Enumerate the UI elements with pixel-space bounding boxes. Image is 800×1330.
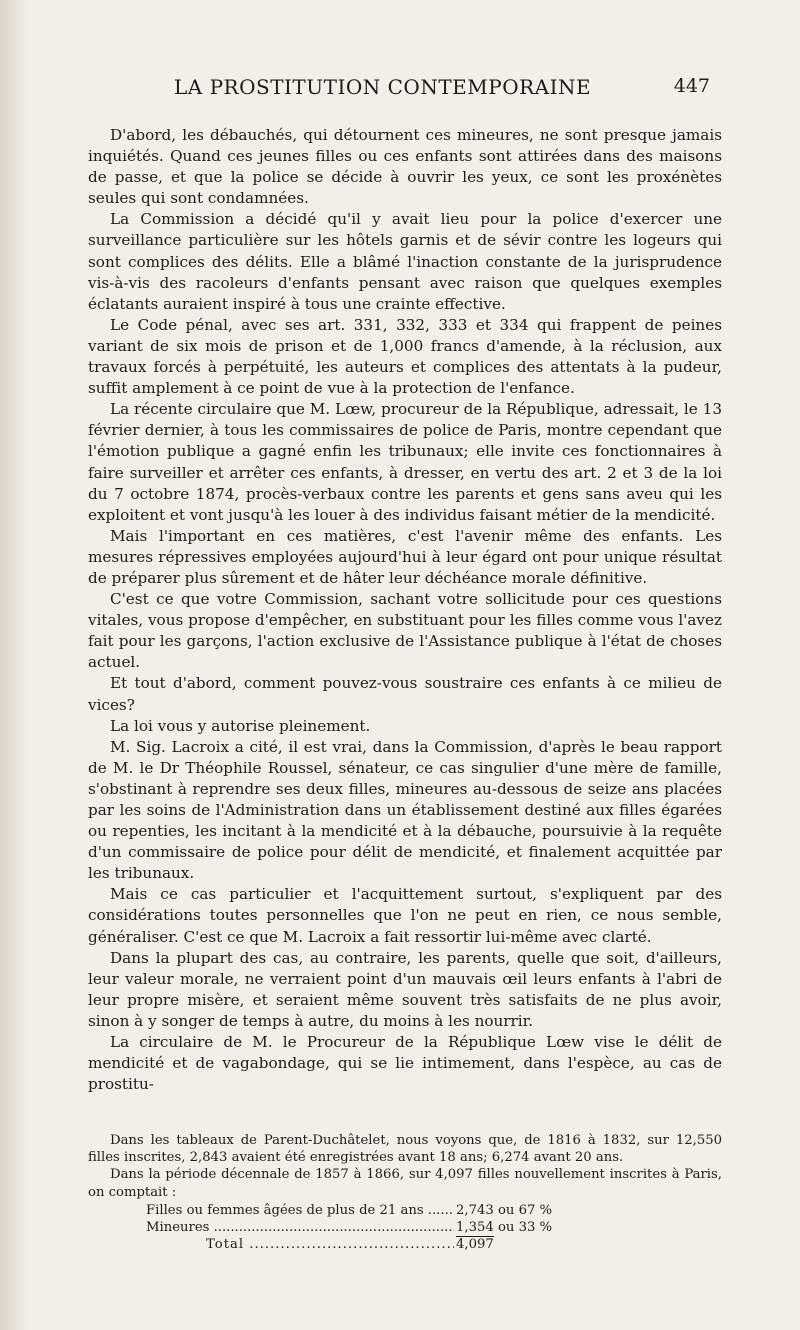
table-row [146,1202,566,1219]
paragraph: La circulaire de M. le Procureur de la République Lœw vise le délit de mendicité et de vagabondage, qui se lie intimement, dans l'espèce, au cas de prostitu- [88,1033,722,1094]
paragraph: Mais l'important en ces matières, c'est l'avenir même des enfants. Les mesures répressives employées aujourd'hui à leur égard ont pour unique résultat de préparer plus sûrement et de hâter leur déchéance morale définitive. [88,526,722,587]
total-row [146,1236,566,1253]
paragraph: M. Sig. Lacroix a cité, il est vrai, dans la Commission, d'après le beau rapport de M. le Dr Théophile Roussel, sénateur, ce cas singulier d'une mère de famille, s'obstinant à reprendre ses deux filles, mineures au-dessous de seize ans placées par les soins de l'Administration dans un établissement destiné aux filles égarées ou repenties, les incitant à la mendicité et à la débauche, poursuivie à la requête d'un commissaire de police pour délit de mendicité, et finalement acquittée par les tribunaux. [88,737,722,883]
running-header [84,75,710,101]
total-label: Total ..... [146,1236,454,1253]
row-value: 2,743 ou 67 % [456,1202,553,1218]
row-label: Filles ou femmes âgées de plus de 21 ans ..... [146,1202,454,1219]
running-title: LA PROSTITUTION CONTEMPORAINE [174,75,592,99]
paragraph: Dans la plupart des cas, au contraire, les parents, quelle que soit, d'ailleurs, leur valeur morale, ne verraient point d'un mauvais œil leurs enfants à l'abri de leur propre misère, et seraient même souvent très satisfaits de ne plus avoir, sinon à y songer de temps à autre, du moins à les nourrir. [88,948,722,1030]
paragraph: Le Code pénal, avec ses art. 331, 332, 333 et 334 qui frappent de peines variant de six mois de prison et de 1,000 francs d'amende, à la réclusion, aux travaux forcés à perpétuité, les auteurs et complices des attentats à la pudeur, suffit amplement à ce point de vue à la protection de l'enfance. [88,315,722,398]
footnote-text: Dans les tableaux de Parent-Duchâtelet, nous voyons que, de 1816 à 1832, sur 12,550 filles inscrites, 2,843 avaient été enregistrées avant 18 ans; 6,274 avant 20 ans. [88,1133,722,1166]
page-number: 447 [673,75,710,97]
statistics-table [88,1202,566,1254]
paragraph: D'abord, les débauchés, qui détournent ces mineures, ne sont presque jamais inquiétés. Quand ces jeunes filles ou ces enfants sont attirées dans des maisons de passe, et que la police se décide à ouvrir les yeux, ce sont les proxénètes seules qui sont condamnées. [88,126,722,208]
paragraph: C'est ce que votre Commission, sachant votre sollicitude pour ces questions vitales, vous propose d'empêcher, en substituant pour les filles comme vous l'avez fait pour les garçons, l'action exclusive de l'Assistance publique à l'état de choses actuel. [88,590,722,672]
table-row [146,1219,566,1236]
paragraph: Et tout d'abord, comment pouvez-vous soustraire ces enfants à ce milieu de vices? [88,674,722,714]
paragraph: Mais ce cas particulier et l'acquittement surtout, s'expliquent par des considérations toutes personnelles que l'on ne peut en rien, ce nous semble, généraliser. C'est ce que M. Lacroix a fait ressortir lui-même avec clarté. [88,885,722,946]
paragraph: La loi vous y autorise pleinement. [110,716,371,735]
footnote-text-2: Dans la période décennale de 1857 à 1866, sur 4,097 filles nouvellement inscrites à Paris, on comptait : [88,1167,722,1200]
main-text [88,125,722,1095]
total-value-cell [454,1236,566,1253]
row-label: Mineures ..... [146,1219,454,1236]
footnote [88,1132,722,1253]
total-value: 4,097 [456,1237,494,1253]
paragraph: La récente circulaire que M. Lœw, procureur de la République, adressait, le 13 février dernier, à tous les commissaires de police de Paris, montre cependant que l'émotion publique a gagné enfin les tribunaux; elle invite ces fonctionnaires à faire surveiller et arrêter ces enfants, à dresser, en vertu des art. 2 et 3 de la loi du 7 octobre 1874, procès-verbaux contre les parents et gens sans aveu qui les exploitent et vont jusqu'à les louer à des individus faisant métier de la mendicité. [88,400,722,524]
paragraph: La Commission a décidé qu'il y avait lieu pour la police d'exercer une surveillance particulière sur les hôtels garnis et de sévir contre les logeurs qui sont complices des délits. Elle a blâmé l'inaction constante de la jurisprudence vis-à-vis des racoleurs d'enfants pensant avec raison que quelques exemples éclatants auraient inspiré à tous une crainte effective. [88,210,722,313]
page-edge-shadow [0,0,28,1330]
row-value: 1,354 ou 33 % [456,1220,553,1235]
